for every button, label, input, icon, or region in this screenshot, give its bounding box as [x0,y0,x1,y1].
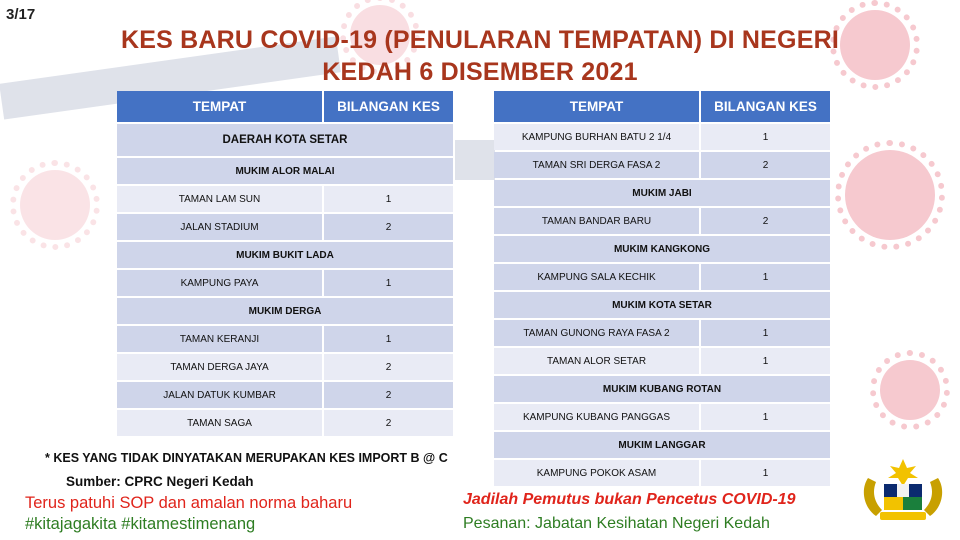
table-row [494,348,830,374]
count-cell: 2 [324,214,453,240]
place-cell: TAMAN KERANJI [117,326,324,352]
table-row [117,270,453,296]
mukim-row [494,432,830,458]
table-row [117,410,453,436]
mukim-row [494,376,830,402]
count-cell: 2 [701,152,830,178]
mukim-row [117,158,453,184]
place-cell: TAMAN DERGA JAYA [117,354,324,380]
table-row [494,264,830,290]
district-label: DAERAH KOTA SETAR [117,124,453,156]
hashtags: #kitajagakita #kitamestimenang [25,515,256,533]
table-row [494,124,830,150]
table-row [494,460,830,486]
table-row [117,354,453,380]
table-header-row [117,91,453,122]
place-cell: KAMPUNG KUBANG PANGGAS [494,404,701,430]
count-cell: 1 [701,460,830,486]
page-title-date: KEDAH 6 DISEMBER 2021 [322,58,638,86]
place-cell: TAMAN GUNONG RAYA FASA 2 [494,320,701,346]
virus-decoration [845,150,935,240]
mukim-label: MUKIM ALOR MALAI [117,158,453,184]
header-count: BILANGAN KES [324,91,453,122]
table-row [117,214,453,240]
slogan: Jadilah Pemutus bukan Pencetus COVID-19 [463,491,796,508]
page-title: KES BARU COVID-19 (PENULARAN TEMPATAN) DI NEGERI [121,26,839,54]
table-row [494,320,830,346]
count-cell: 1 [701,348,830,374]
malaysia-coat-of-arms-icon [858,456,948,524]
mukim-label: MUKIM JABI [494,180,830,206]
mukim-label: MUKIM KUBANG ROTAN [494,376,830,402]
table-row [494,404,830,430]
arrow-decoration [455,140,495,180]
source-text: Sumber: CPRC Negeri Kedah [66,474,254,489]
left-case-table [117,89,453,438]
virus-decoration [20,170,90,240]
count-cell: 1 [701,124,830,150]
mukim-row [494,236,830,262]
sop-reminder: Terus patuhi SOP dan amalan norma baharu [25,494,353,512]
mukim-label: MUKIM BUKIT LADA [117,242,453,268]
mukim-label: MUKIM LANGGAR [494,432,830,458]
count-cell: 1 [324,326,453,352]
place-cell: KAMPUNG SALA KECHIK [494,264,701,290]
place-cell: TAMAN LAM SUN [117,186,324,212]
place-cell: JALAN STADIUM [117,214,324,240]
count-cell: 2 [324,354,453,380]
mukim-label: MUKIM KANGKONG [494,236,830,262]
mukim-row [494,180,830,206]
table-row [117,382,453,408]
count-cell: 1 [324,186,453,212]
virus-decoration [880,360,940,420]
right-case-table [494,89,830,488]
message-source: Pesanan: Jabatan Kesihatan Negeri Kedah [463,515,770,532]
page-number: 3/17 [6,6,36,23]
mukim-row [117,242,453,268]
count-cell: 2 [324,410,453,436]
place-cell: KAMPUNG BURHAN BATU 2 1/4 [494,124,701,150]
table-row [117,326,453,352]
count-cell: 1 [701,320,830,346]
mukim-row [494,292,830,318]
district-row [117,124,453,156]
header-place: TEMPAT [494,91,701,122]
import-note: * KES YANG TIDAK DINYATAKAN MERUPAKAN KES IMPORT B @ C [45,451,448,465]
place-cell: TAMAN SAGA [117,410,324,436]
mukim-label: MUKIM DERGA [117,298,453,324]
table-row [117,186,453,212]
count-cell: 1 [701,404,830,430]
table-header-row [494,91,830,122]
header-count: BILANGAN KES [701,91,830,122]
count-cell: 2 [324,382,453,408]
header-place: TEMPAT [117,91,324,122]
count-cell: 2 [701,208,830,234]
table-row [494,208,830,234]
mukim-label: MUKIM KOTA SETAR [494,292,830,318]
place-cell: TAMAN BANDAR BARU [494,208,701,234]
place-cell: KAMPUNG PAYA [117,270,324,296]
place-cell: TAMAN SRI DERGA FASA 2 [494,152,701,178]
count-cell: 1 [701,264,830,290]
mukim-row [117,298,453,324]
place-cell: KAMPUNG POKOK ASAM [494,460,701,486]
table-row [494,152,830,178]
place-cell: TAMAN ALOR SETAR [494,348,701,374]
place-cell: JALAN DATUK KUMBAR [117,382,324,408]
count-cell: 1 [324,270,453,296]
